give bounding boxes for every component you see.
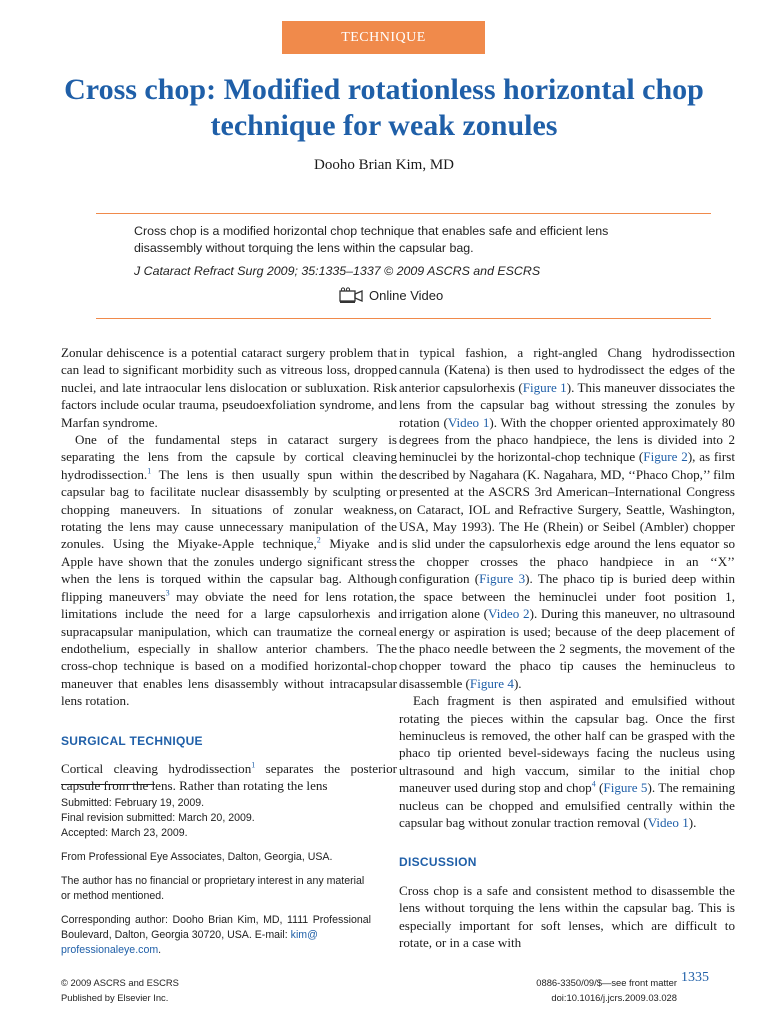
doi: doi:10.1016/j.jcrs.2009.03.028: [551, 992, 677, 1003]
copyright-notice: © 2009 ASCRS and ESCRS: [61, 977, 179, 988]
video-2-link[interactable]: Video 2: [488, 606, 530, 622]
intro-paragraph-1: Zonular dehiscence is a potential cataract surgery problem that can lead to significant morbidity such as vitreous loss, dropped nuclei, and late intraocular lens dislocation or subluxation. Risk factors include ocular trauma, pseudoexfoliation syndrome, and Marfan syndrome.: [61, 345, 397, 430]
right-column: [399, 344, 735, 951]
corresponding-author: Corresponding author: Dooho Brian Kim, MD, 1111 Professional Boulevard, Dalton, Georgia 30720, USA. E-mail: kim@ professionaleye.com.: [61, 914, 371, 956]
submitted-date: Submitted: February 19, 2009.: [61, 797, 205, 809]
section-tab: [282, 21, 485, 54]
intro-paragraph-2: One of the fundamental steps in cataract surgery is separating the lens from the capsule by cortical cleaving hydrodissection.$^1$ The lens is then usually spun within the capsular bag to facilitate nuclear disassembly by sculpting or chopping maneuvers. In situations of zonular weakness, rotating the lens may cause unnecessary manipulation of the zonules. Using the Miyake-Apple technique,$^2$ Miyake and Apple have shown that the zonules undergo significant stress when the lens is torqued within the capsular bag. Although flipping maneuvers$^3$ may obviate the need for lens rotation, limitations include the need for a large capsulorhexis and supracapsular manipulation, which can traumatize the corneal endothelium, especially in shallow anterior chambers. The cross-chop technique is based on a modified horizontal-chop maneuver that enables lens disassembly without intracapsular lens rotation.: [61, 432, 397, 709]
final-revision-date: Final revision submitted: March 20, 2009.: [61, 812, 255, 824]
technique-paragraph-3: Each fragment is then aspirated and emulsified without rotating the pieces within the capsular bag. Once the first heminucleus is removed, the other half can be grasped with the phaco tip oriented bevel-sideways facing the nucleus using ultrasound and high vaccum, similar to the initial chop maneuver used during stop and chop$^4$ (Figure 5). The remaining nucleus can be chopped and emulsified centrally within the capsular bag without zonular traction removal (Video 1).: [399, 693, 736, 830]
technique-paragraph-2: in typical fashion, a right-angled Chang hydrodissection cannula (Katena) is then used to hydrodissect the edges of the anterior capsulorhexis (Figure 1). This maneuver dissociates the lens from the capsular bag without stressing the zonules by rotation (Video 1). With the chopper oriented approximately 80 degrees from the phaco handpiece, the lens is divided into 2 heminuclei by the horizontal-chop technique (Figure 2), as first described by Nagahara (K. Nagahara, MD, ‘‘Phaco Chop,’’ film presented at the ASCRS 3rd American–International Congress on Cataract, IOL and Refractive Surgery, Seattle, Washington, USA, May 1993). The He (Rhein) or Seibel (Ambler) chopper is slid under the capsulorhexis edge around the lens equator so the chopper crosses the phaco handpiece in an ‘‘X’’ configuration (Figure 3). The phaco tip is buried deep within the space between the heminuclei under foot position 1, irrigation alone (Video 2). During this maneuver, no ultrasound energy or aspiration is used; because of the deep placement of the phaco needle between the 2 segments, the movement of the chopper toward the phaco tip causes the heminucleus to disassemble (Figure 4).: [399, 345, 735, 691]
abstract-box: [96, 213, 711, 319]
reference-3-link[interactable]: 3: [165, 588, 170, 598]
footnotes: [61, 796, 371, 967]
figure-1-link[interactable]: Figure 1: [522, 379, 567, 395]
reference-4-link[interactable]: 4: [591, 779, 596, 789]
issn: 0886-3350/09/$—see front matter: [536, 977, 677, 988]
page-number: 1335: [681, 970, 709, 985]
figure-5-link[interactable]: Figure 5: [603, 780, 648, 796]
surgical-technique-heading: SURGICAL TECHNIQUE: [61, 733, 203, 748]
figure-4-link[interactable]: Figure 4: [469, 675, 514, 691]
figure-2-link[interactable]: Figure 2: [643, 449, 688, 465]
reference-1-link[interactable]: 1: [147, 466, 152, 476]
figure-3-link[interactable]: Figure 3: [479, 571, 526, 587]
affiliation: From Professional Eye Associates, Dalton, Georgia, USA.: [61, 851, 333, 863]
online-video-link[interactable]: [339, 287, 443, 304]
journal-citation: J Cataract Refract Surg 2009; 35:1335–1337 © 2009 ASCRS and ESCRS: [134, 264, 541, 278]
footnote-divider: [61, 784, 155, 785]
technique-paragraph-1: Cortical cleaving hydrodissection$^1$ separates the posterior capsule from the lens. Rather than rotating the lens: [61, 760, 398, 794]
publisher: Published by Elsevier Inc.: [61, 992, 169, 1003]
video-1-link[interactable]: Video 1: [447, 414, 490, 430]
accepted-date: Accepted: March 23, 2009.: [61, 827, 188, 839]
section-label: TECHNIQUE: [341, 29, 426, 45]
reference-1-link[interactable]: 1: [251, 760, 256, 770]
author-name: Dooho Brian Kim, MD: [314, 157, 454, 173]
abstract-text: Cross chop is a modified horizontal chop technique that enables safe and efficient lens disassembly without torquing the lens within the capsular bag.: [134, 224, 609, 255]
discussion-paragraph-1: Cross chop is a safe and consistent method to disassemble the lens without torquing the lens within the capsular bag. This is especially important for soft lenses, which are difficult to rotate, or in a case with: [399, 882, 735, 950]
issn-block: [536, 975, 677, 1005]
submission-dates: [61, 796, 371, 841]
author-email-link[interactable]: kim@ professionaleye.com: [61, 929, 318, 956]
online-video-label: Online Video: [369, 288, 444, 303]
reference-2-link[interactable]: 2: [316, 536, 321, 546]
video-1-link[interactable]: Video 1: [647, 814, 689, 830]
article-title: Cross chop: Modified rotationless horizontal chop technique for weak zonules: [64, 73, 704, 142]
disclosure: The author has no financial or proprietary interest in any material or method mentioned.: [61, 875, 365, 902]
left-column: [61, 344, 397, 795]
discussion-heading: DISCUSSION: [399, 855, 477, 870]
copyright-block: [61, 975, 179, 1005]
video-camera-icon: [339, 287, 363, 304]
